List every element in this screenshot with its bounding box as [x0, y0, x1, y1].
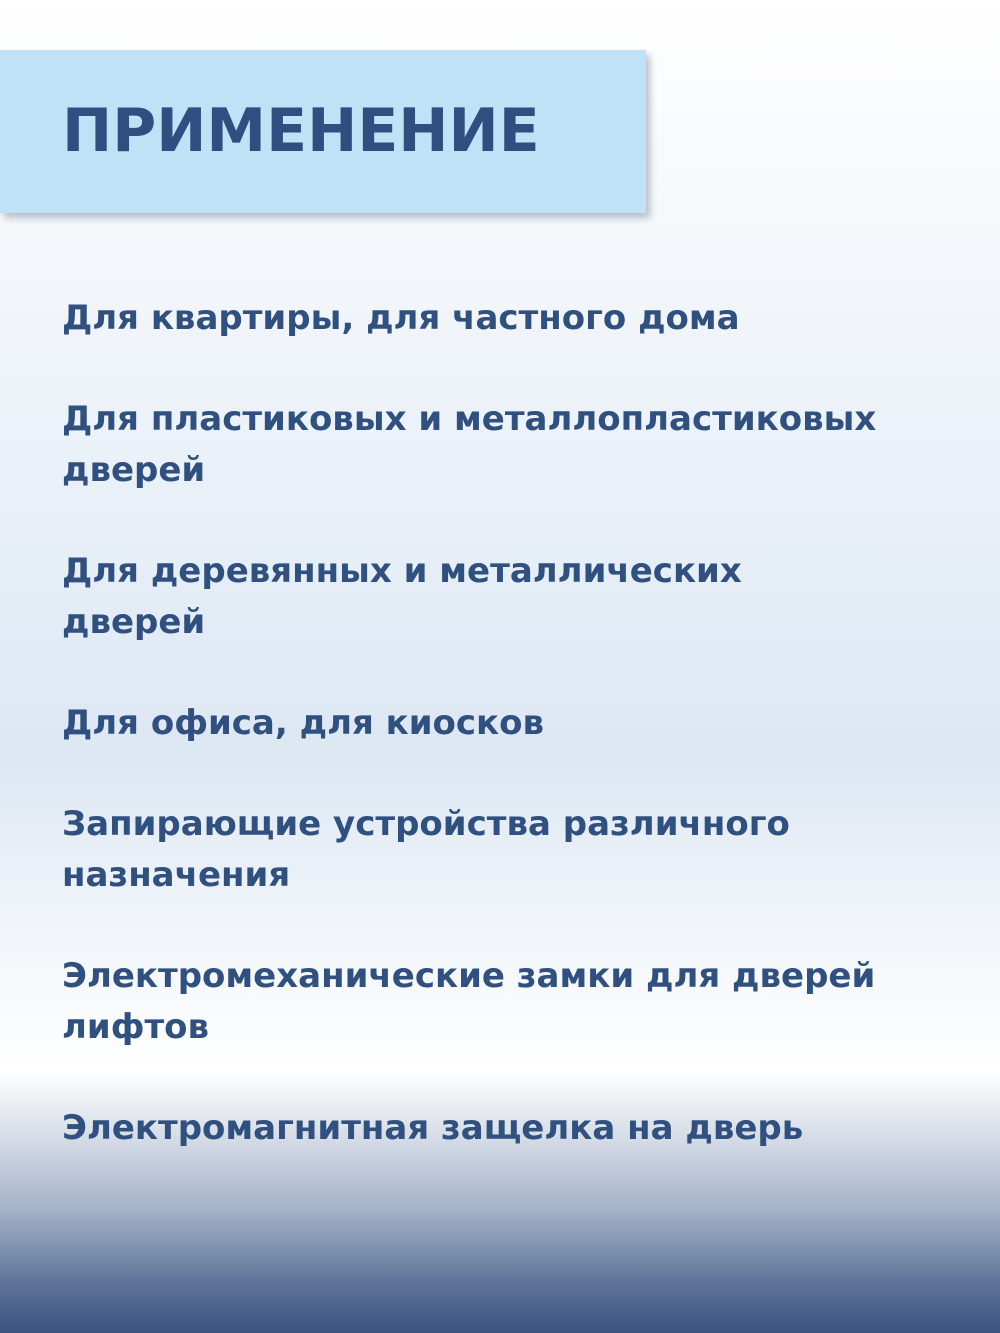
list-item-line: Для пластиковых и металлопластиковых: [62, 399, 877, 439]
list-item-line: Для офиса, для киосков: [62, 703, 545, 743]
page-title: ПРИМЕНЕНИЕ: [62, 96, 540, 166]
list-item: [62, 394, 962, 496]
list-item-line: Электромагнитная защелка на дверь: [62, 1108, 804, 1148]
list-item: [62, 951, 962, 1053]
list-item-line: дверей: [62, 602, 206, 642]
list-item-line: назначения: [62, 855, 291, 895]
list-item-line: Для квартиры, для частного дома: [62, 298, 740, 338]
list-item: [62, 546, 962, 648]
list-item: [62, 698, 962, 749]
list-item-line: лифтов: [62, 1007, 210, 1047]
application-list: [62, 293, 962, 1204]
title-banner: [0, 50, 646, 213]
list-item: [62, 1103, 962, 1154]
list-item-line: Для деревянных и металлических: [62, 551, 742, 591]
list-item: [62, 799, 962, 901]
list-item: [62, 293, 962, 344]
list-item-line: Запирающие устройства различного: [62, 804, 790, 844]
list-item-line: Электромеханические замки для дверей: [62, 956, 876, 996]
list-item-line: дверей: [62, 450, 206, 490]
